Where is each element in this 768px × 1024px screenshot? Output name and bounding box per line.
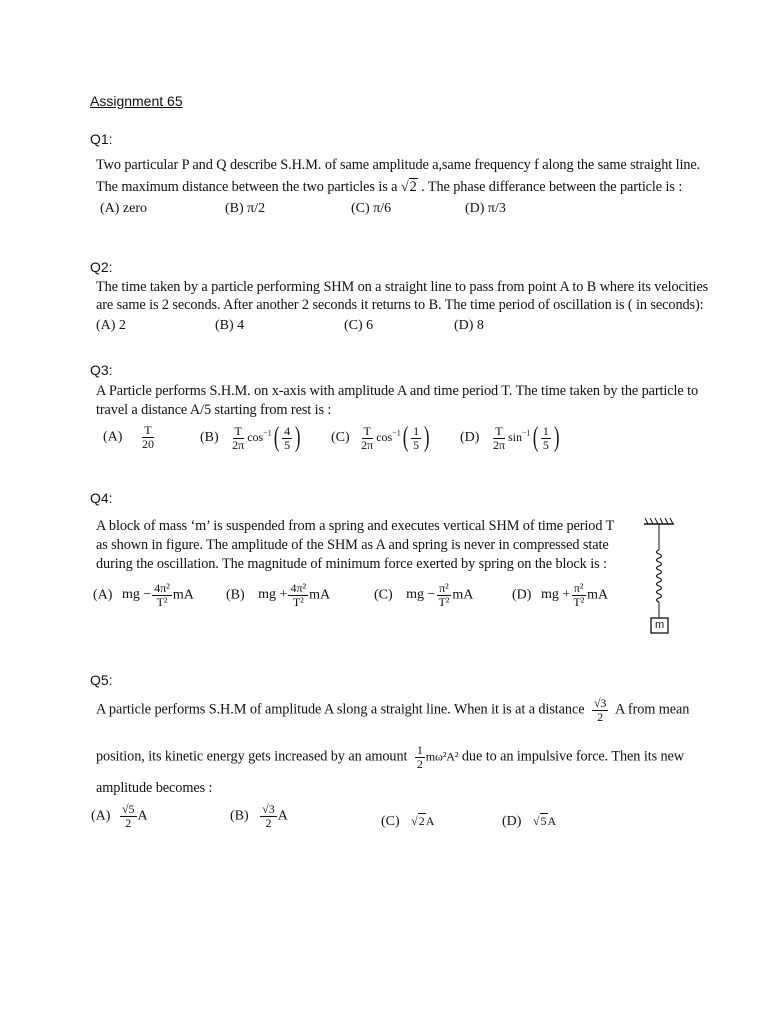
q4-option-b: (B) mg + $\frac{\text{4π²}}{\text{T²}}$ mA [226, 581, 331, 609]
q5-line3: amplitude becomes : [96, 780, 213, 796]
q2-option-a: (A) 2 [96, 318, 126, 333]
q5-line2: position, its kinetic energy gets increased by an amount $\frac{1}{2}$ mω²A² due to an impulsive force. Then its new [96, 743, 685, 771]
q5-option-d: (D) √5A [502, 814, 557, 829]
q5-line1: A particle performs S.H.M of amplitude A slong a straight line. When it is at a distance $\frac{√3}{2}$ A from mean [96, 696, 690, 724]
q3-label: Q3: [90, 362, 113, 378]
q1-option-b: (B) π/2 [225, 201, 266, 216]
q5-option-b: (B) $\frac{√3}{2}$ A [230, 802, 288, 830]
q2-option-b: (B) 4 [215, 318, 245, 333]
q2-label: Q2: [90, 259, 113, 275]
q1-option-c: (C) π/6 [351, 201, 392, 216]
q4-line2: as shown in figure. The amplitude of the SHM as A and spring is never in compressed state [96, 537, 609, 553]
q4-option-c: (C) mg − $\frac{\text{π²}}{\text{T²}}$ mA [374, 581, 474, 609]
page-title: Assignment 65 [90, 93, 183, 109]
q4-option-a: (A) mg − $\frac{\text{4π²}}{\text{T²}}$ mA [93, 581, 194, 609]
q1-label: Q1: [90, 131, 113, 147]
q2-option-d: (D) 8 [454, 318, 484, 333]
q1-option-a: (A) zero [100, 201, 148, 216]
sqrt-symbol: √2 [400, 179, 417, 195]
q1-line1: Two particular P and Q describe S.H.M. of same amplitude a,same frequency f along the same straight line. [96, 157, 701, 173]
q3-line1: A Particle performs S.H.M. on x-axis with amplitude A and time period T. The time taken by the particle to [96, 383, 699, 399]
spring-block-figure [640, 516, 680, 645]
q4-line3: during the oscillation. The magnitude of minimum force exerted by spring on the block is : [96, 556, 607, 572]
q1-option-d: (D) π/3 [465, 201, 506, 216]
q2-line2: are same is 2 seconds. After another 2 seconds it returns to B. The time period of oscillation is ( in seconds): [96, 297, 704, 313]
q3-option-c: (C) $\frac{T}{2\pi}$ $\cos^{-1}$( $\frac{1}{5}$ ) [331, 422, 430, 453]
q4-label: Q4: [90, 490, 113, 506]
q3-line2: travel a distance A/5 starting from rest is : [96, 402, 332, 418]
q3-option-b: (B) $\frac{T}{2\pi}$ $\cos^{-1}$( $\frac{4}{5}$ ) [200, 422, 301, 453]
q2-option-c: (C) 6 [344, 318, 374, 333]
q4-option-d: (D) mg + $\frac{\text{π²}}{\text{T²}}$ mA [512, 581, 609, 609]
block-label: m [655, 619, 665, 631]
q4-line1: A block of mass ‘m’ is suspended from a spring and executes vertical SHM of time period T [96, 518, 615, 534]
q5-option-c: (C) √2A [381, 814, 435, 829]
q1-line2: The maximum distance between the two particles is a √2 . The phase differance between the particle is : [96, 179, 683, 195]
q5-label: Q5: [90, 672, 113, 688]
q5-option-a: (A) $\frac{√5}{2}$ A [91, 802, 148, 830]
q3-option-d: (D) $\frac{T}{2\pi}$ $\sin^{-1}$( $\frac{1}{5}$ ) [460, 422, 560, 453]
q2-line1: The time taken by a particle performing SHM on a straight line to pass from point A to B where its velocities [96, 279, 709, 295]
q3-option-a: (A) $\frac{T}{20}$ [103, 423, 154, 451]
